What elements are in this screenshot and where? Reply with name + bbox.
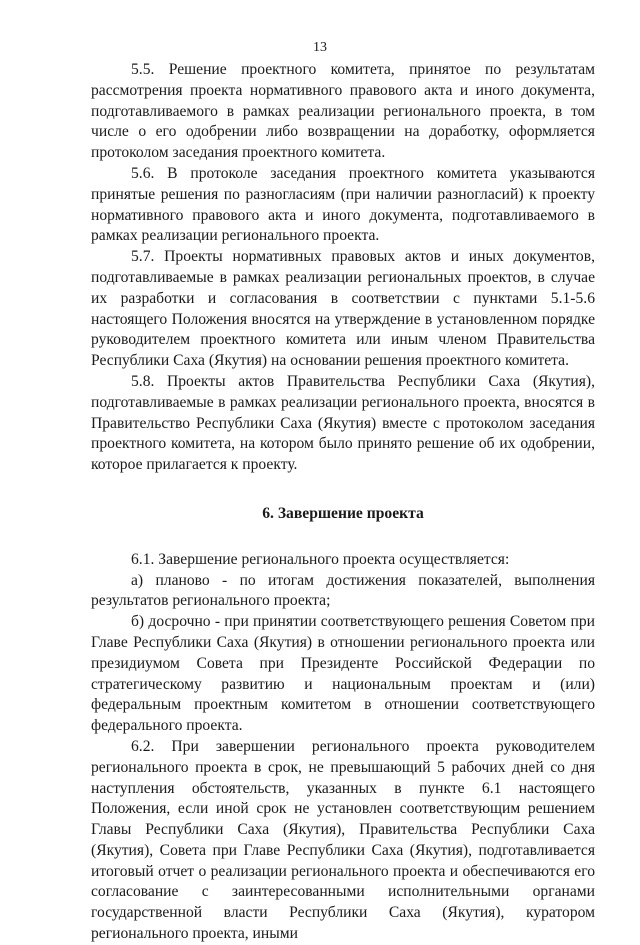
paragraph-5-7: 5.7. Проекты нормативных правовых актов и иных документов, подготавливаемые в рамках реализации региональных проектов, в случае их разработки и согласования в соответствии с пунктами 5.1-5.6 настоящего Положения вносятся на утверждение в установленном порядке руководителем проектного комитета или иным членом Правительства Республики Саха (Якутия) на основании решения проектного комитета. [91,248,595,370]
paragraph-6-1-b: б) досрочно - при принятии соответствующего решения Советом при Главе Республики Саха (Якутия) в отношении регионального проекта или президиумом Совета при Президенте Российской Федерации по стратегическому развитию и национальным проектам и (или) федеральным проектным комитетом в отношении соответствующего федерального проекта. [91,613,595,735]
paragraph-5-6: 5.6. В протоколе заседания проектного комитета указываются принятые решения по разногласиям (при наличии разногласий) к проекту нормативного правового акта и иного документа, подготавливаемого в рамках реализации регионального проекта. [91,164,595,245]
paragraph-5-5: 5.5. Решение проектного комитета, принятое по результатам рассмотрения проекта нормативного правового акта и иного документа, подготавливаемого в рамках реализации регионального проекта, в том числе о его одобрении либо возвращении на доработку, оформляется протоколом заседания проектного комитета. [91,61,595,162]
page-number: 13 [313,40,327,55]
document-body [91,60,595,945]
paragraph-6-1-a: а) планово - по итогам достижения показателей, выполнения результатов регионального проекта; [91,571,595,610]
section-heading: 6. Завершение проекта [262,504,424,522]
paragraph-5-8: 5.8. Проекты актов Правительства Республики Саха (Якутия), подготавливаемые в рамках реализации регионального проекта, вносятся в Правительство Республики Саха (Якутия) вместе с протоколом заседания проектного комитета, на котором было принято решение об их одобрении, которое прилагается к проекту. [91,372,595,474]
paragraph-6-1: 6.1. Завершение регионального проекта осуществляется: [131,550,510,568]
paragraph-6-2: 6.2. При завершении регионального проекта руководителем регионального проекта в срок, не превышающий 5 рабочих дней со дня наступления обстоятельств, указанных в пункте 6.1 настоящего Положения, если иной срок не установлен соответствующим решением Главы Республики Саха (Якутия), Правительства Республики Саха (Якутия), Совета при Главе Республики Саха (Якутия), подготавливается итоговый отчет о реализации регионального проекта и обеспечиваются его согласование с заинтересованными исполнительными органами государственной власти Республики Саха (Якутия), куратором регионального проекта, иными [91,737,595,943]
